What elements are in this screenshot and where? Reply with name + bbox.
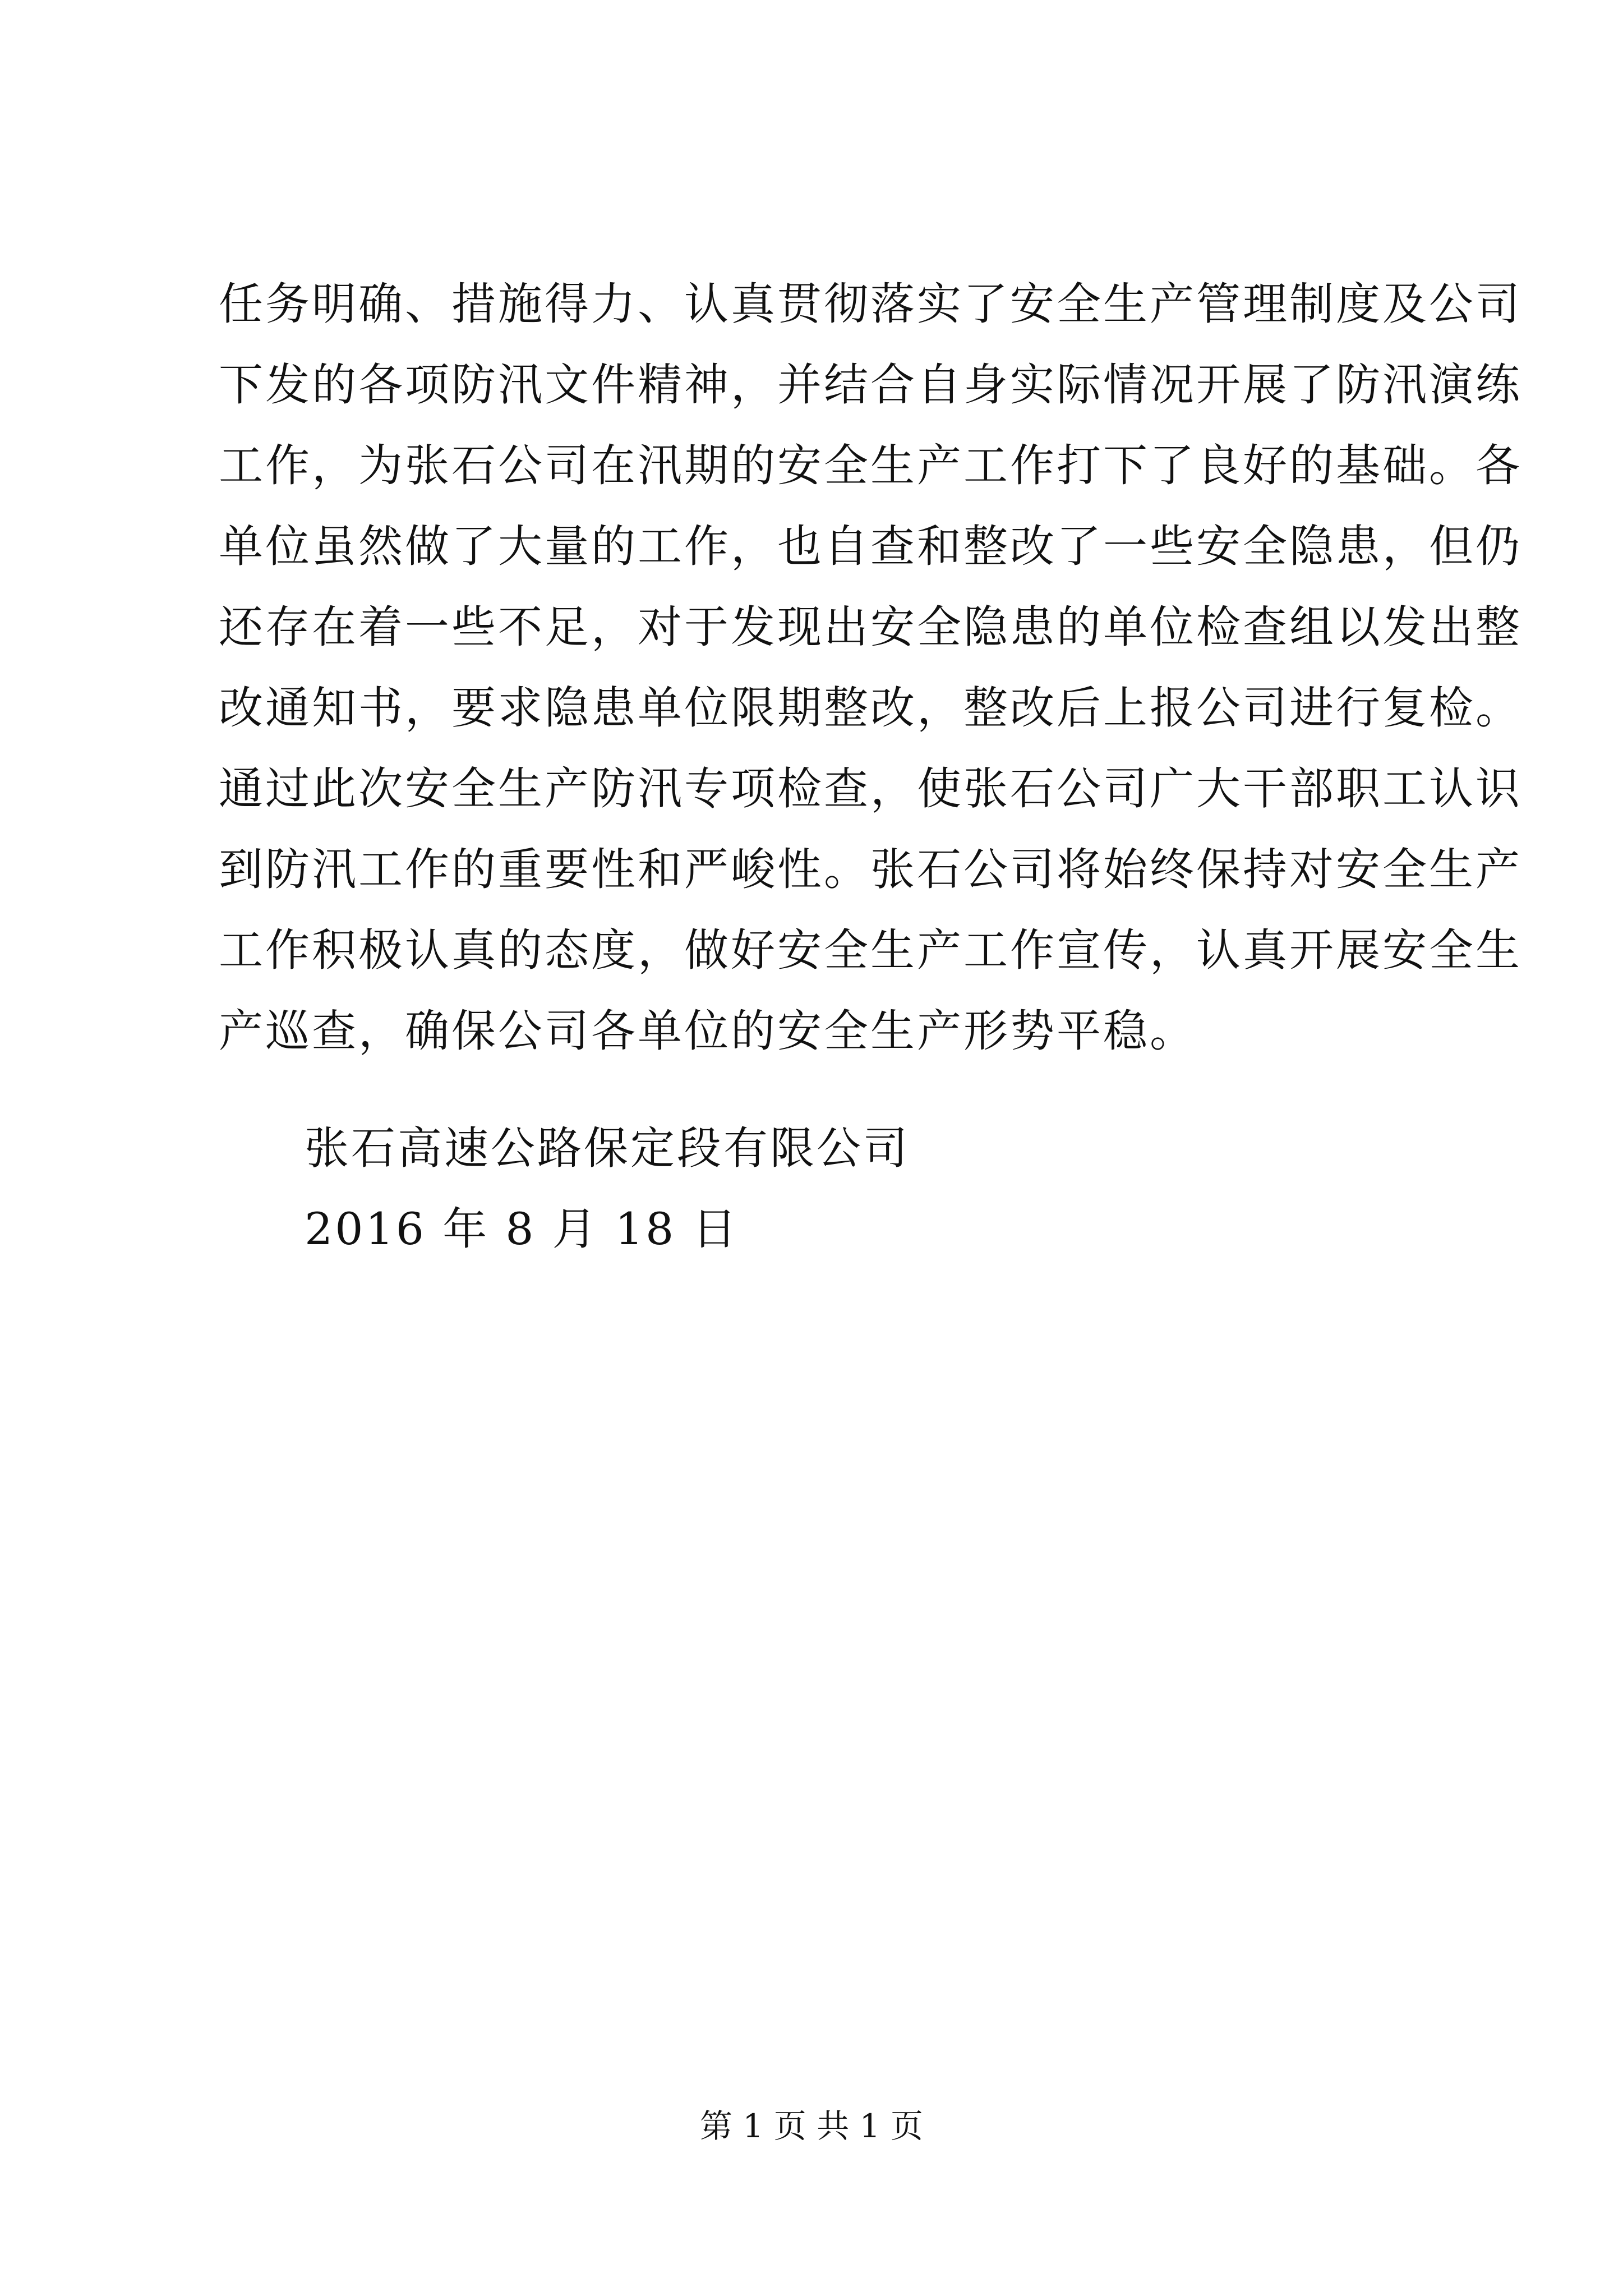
- body-line: 下发的各项防汛文件精神，并结合自身实际情况开展了防汛演练: [219, 359, 1522, 411]
- signature-date: 2016 年 8 月 18 日: [305, 1203, 739, 1255]
- body-paragraph: [219, 264, 1522, 1071]
- body-line: 到防汛工作的重要性和严峻性。张石公司将始终保持对安全生产: [219, 844, 1522, 895]
- signature-organization: 张石高速公路保定段有限公司: [305, 1122, 910, 1174]
- body-line: 单位虽然做了大量的工作，也自查和整改了一些安全隐患，但仍: [219, 521, 1522, 572]
- page-number-footer: 第 1 页 共 1 页: [700, 2107, 923, 2145]
- body-line: 改通知书，要求隐患单位限期整改，整改后上报公司进行复检。: [219, 682, 1522, 734]
- body-line: 通过此次安全生产防汛专项检查，使张石公司广大干部职工认识: [219, 763, 1522, 815]
- body-line: 工作积极认真的态度，做好安全生产工作宣传，认真开展安全生: [219, 924, 1522, 976]
- body-line: 还存在着一些不足，对于发现出安全隐患的单位检查组以发出整: [219, 601, 1522, 653]
- body-line: 任务明确、措施得力、认真贯彻落实了安全生产管理制度及公司: [219, 278, 1522, 330]
- signature-block: [305, 1108, 910, 1269]
- body-line: 工作，为张石公司在汛期的安全生产工作打下了良好的基础。各: [219, 440, 1522, 491]
- body-line: 产巡查，确保公司各单位的安全生产形势平稳。: [219, 1005, 1196, 1057]
